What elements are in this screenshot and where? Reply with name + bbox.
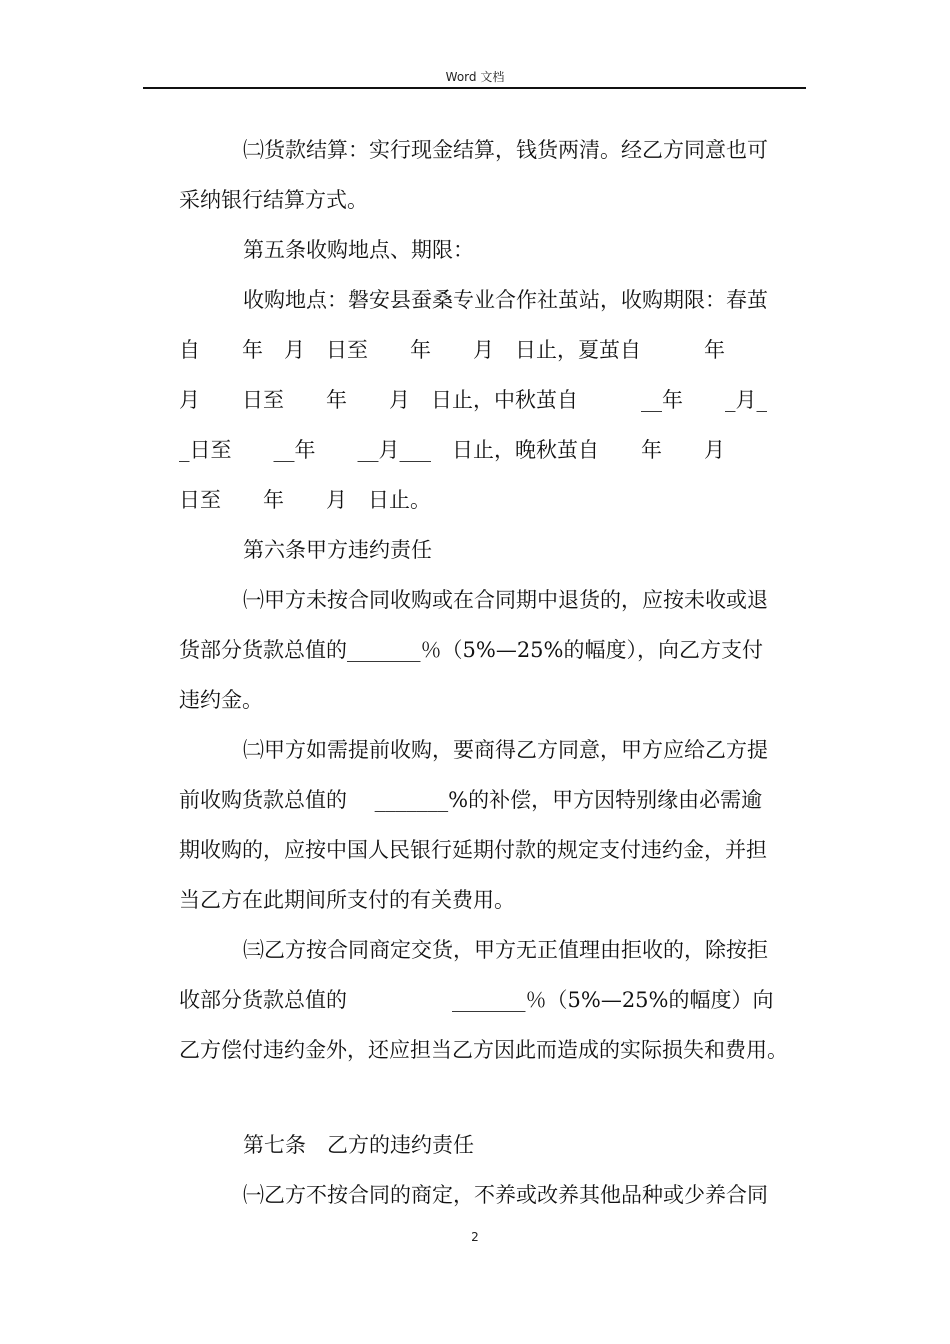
paragraph-line: 收购地点：磐安县蚕桑专业合作社茧站，收购期限：春茧 bbox=[243, 288, 768, 312]
paragraph-line: 收部分货款总值的 _______％（5%—25%的幅度）向 bbox=[179, 988, 774, 1012]
paragraph-line: ㈢乙方按合同商定交货，甲方无正值理由拒收的，除按拒 bbox=[243, 938, 768, 962]
section-heading: 第七条 乙方的违约责任 bbox=[243, 1133, 474, 1157]
paragraph-line: ㈡货款结算：实行现金结算，钱货两清。经乙方同意也可 bbox=[243, 138, 768, 162]
header-divider bbox=[143, 87, 806, 89]
page-number: 2 bbox=[471, 1230, 479, 1244]
paragraph-line: 日至 年 月 日止。 bbox=[179, 488, 431, 512]
paragraph-line: 乙方偿付违约金外，还应担当乙方因此而造成的实际损失和费用。 bbox=[179, 1038, 788, 1062]
paragraph-line: 前收购货款总值的 _______%的补偿，甲方因特别缘由必需逾 bbox=[179, 788, 763, 812]
paragraph-line: 自 年 月 日至 年 月 日止，夏茧自 年 bbox=[179, 338, 725, 362]
section-heading: 第五条收购地点、期限： bbox=[243, 238, 474, 262]
paragraph-line: ㈠乙方不按合同的商定，不养或改养其他品种或少养合同 bbox=[243, 1183, 768, 1207]
paragraph-line: ㈡甲方如需提前收购，要商得乙方同意，甲方应给乙方提 bbox=[243, 738, 768, 762]
paragraph-line: _日至 __年 __月___ 日止，晚秋茧自 年 月 bbox=[179, 438, 725, 462]
paragraph-line: 采纳银行结算方式。 bbox=[179, 188, 368, 212]
section-heading: 第六条甲方违约责任 bbox=[243, 538, 432, 562]
paragraph-line: 当乙方在此期间所支付的有关费用。 bbox=[179, 888, 515, 912]
paragraph-line: 违约金。 bbox=[179, 688, 263, 712]
document-header-label: Word 文档 bbox=[445, 70, 505, 84]
paragraph-line: ㈠甲方未按合同收购或在合同期中退货的，应按未收或退 bbox=[243, 588, 768, 612]
paragraph-line: 货部分货款总值的_______％（5%—25%的幅度），向乙方支付 bbox=[179, 638, 763, 662]
paragraph-line: 月 日至 年 月 日止，中秋茧自 __年 _月_ bbox=[179, 388, 767, 412]
paragraph-line: 期收购的，应按中国人民银行延期付款的规定支付违约金，并担 bbox=[179, 838, 767, 862]
